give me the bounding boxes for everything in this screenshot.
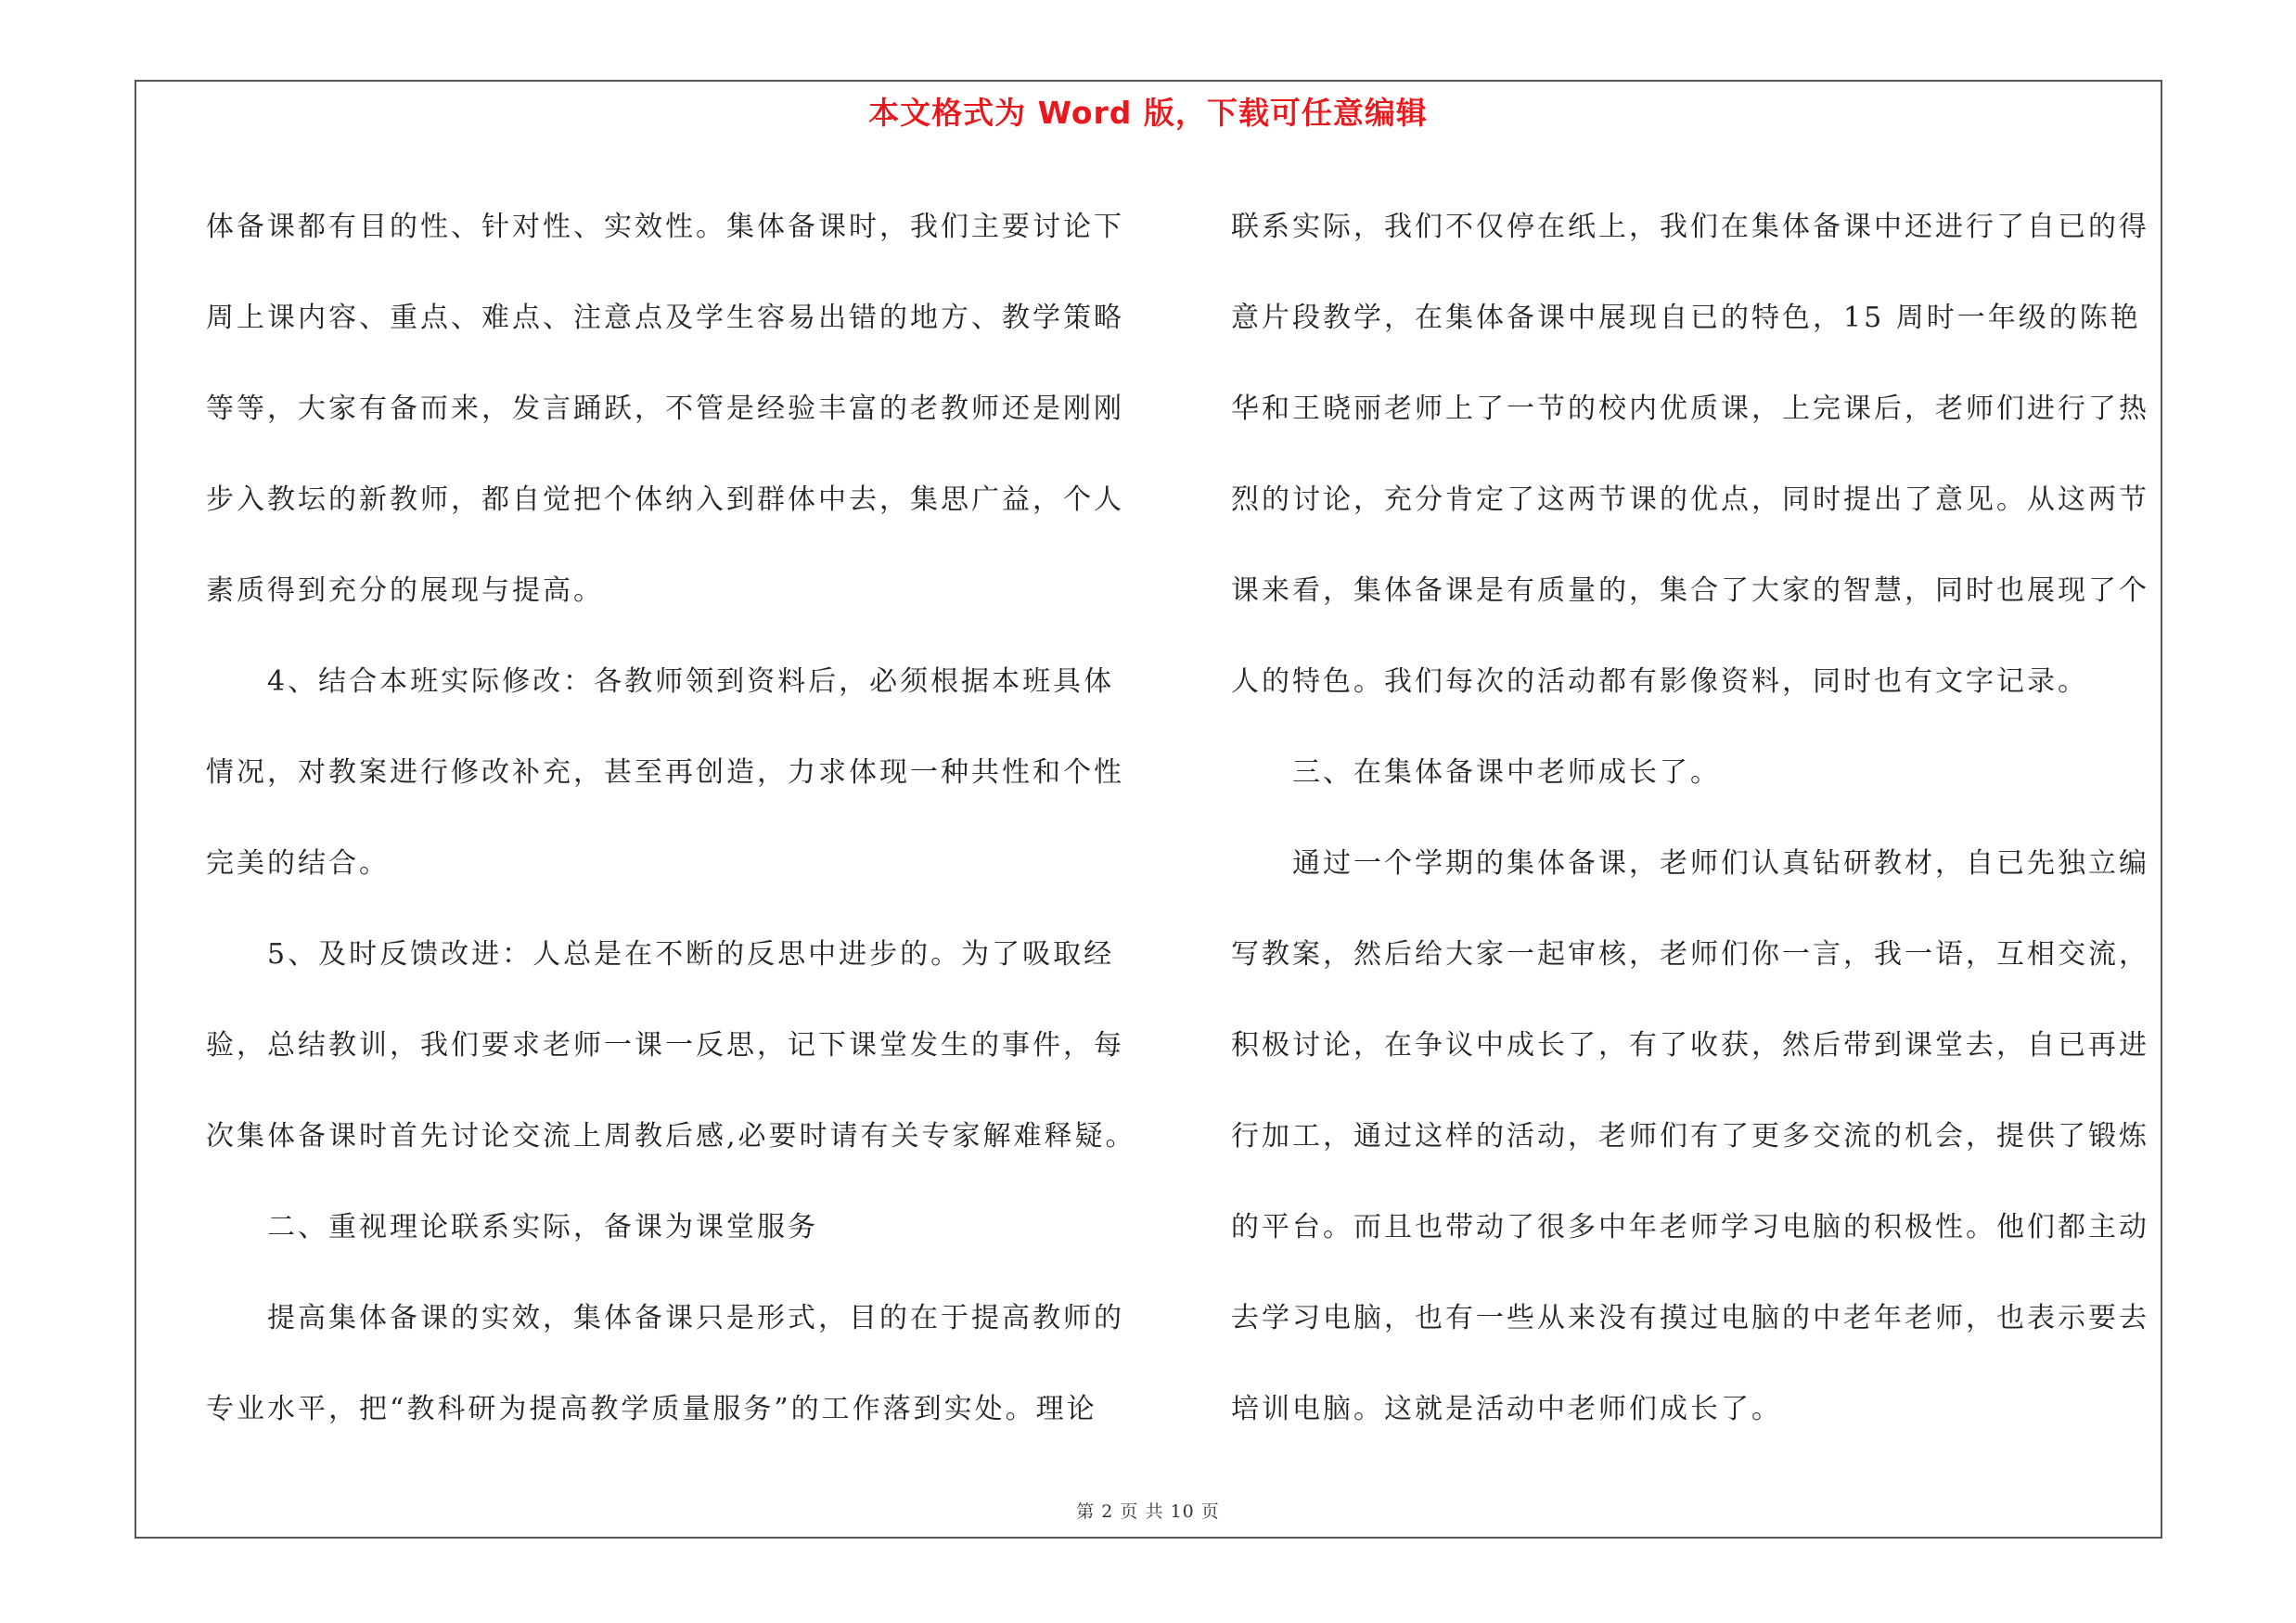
text-line: 5、及时反馈改进：人总是在不断的反思中进步的。为了吸取经: [267, 938, 1115, 971]
text-line: 体备课都有目的性、针对性、实效性。集体备课时，我们主要讨论下: [206, 211, 1124, 243]
text-line: 完美的结合。: [206, 847, 390, 880]
text-line: 课来看，集体备课是有质量的，集合了大家的智慧，同时也展现了个: [1231, 574, 2149, 607]
text-line: 4、结合本班实际修改：各教师领到资料后，必须根据本班具体: [267, 665, 1115, 698]
text-line: 步入教坛的新教师，都自觉把个体纳入到群体中去，集思广益，个人: [206, 483, 1124, 516]
text-line: 的平台。而且也带动了很多中年老师学习电脑的积极性。他们都主动: [1231, 1211, 2149, 1243]
text-line: 等等，大家有备而来，发言踊跃，不管是经验丰富的老教师还是刚刚: [206, 393, 1124, 425]
text-line: 验，总结教训，我们要求老师一课一反思，记下课堂发生的事件，每: [206, 1029, 1124, 1062]
text-line: 次集体备课时首先讨论交流上周教后感,必要时请有关专家解难释疑。: [206, 1120, 1136, 1153]
text-line: 积极讨论，在争议中成长了，有了收获，然后带到课堂去，自已再进: [1231, 1029, 2149, 1062]
right-text-column: [1231, 182, 2166, 1455]
text-line: 写教案，然后给大家一起审核，老师们你一言，我一语，互相交流，: [1231, 938, 2149, 971]
text-line: 素质得到充分的展现与提高。: [206, 574, 604, 607]
page-number: 第 2 页 共 10 页: [1076, 1501, 1220, 1522]
text-line: 周上课内容、重点、难点、注意点及学生容易出错的地方、教学策略: [206, 302, 1124, 334]
text-line: 培训电脑。这就是活动中老师们成长了。: [1231, 1393, 1782, 1425]
text-line: 烈的讨论，充分肯定了这两节课的优点，同时提出了意见。从这两节: [1231, 483, 2149, 516]
format-notice: 本文格式为 Word 版，下载可任意编辑: [868, 95, 1428, 131]
text-line: 联系实际，我们不仅停在纸上，我们在集体备课中还进行了自已的得: [1231, 211, 2149, 243]
text-line: 三、在集体备课中老师成长了。: [1292, 756, 1721, 789]
text-line: 通过一个学期的集体备课，老师们认真钻研教材，自已先独立编: [1292, 847, 2149, 880]
text-line: 去学习电脑，也有一些从来没有摸过电脑的中老年老师，也表示要去: [1231, 1302, 2149, 1334]
left-text-column: [206, 182, 1134, 1455]
text-line: 人的特色。我们每次的活动都有影像资料，同时也有文字记录。: [1231, 665, 2088, 698]
text-line: 华和王晓丽老师上了一节的校内优质课，上完课后，老师们进行了热: [1231, 393, 2149, 425]
text-line: 专业水平，把“教科研为提高教学质量服务”的工作落到实处。理论: [206, 1393, 1097, 1425]
text-line: 提高集体备课的实效，集体备课只是形式，目的在于提高教师的: [267, 1302, 1124, 1334]
text-line: 二、重视理论联系实际，备课为课堂服务: [267, 1211, 818, 1243]
text-line: 行加工，通过这样的活动，老师们有了更多交流的机会，提供了锻炼: [1231, 1120, 2149, 1153]
text-line: 情况，对教案进行修改补充，甚至再创造，力求体现一种共性和个性: [206, 756, 1124, 789]
text-line: 意片段教学，在集体备课中展现自已的特色，15 周时一年级的陈艳: [1231, 302, 2141, 334]
